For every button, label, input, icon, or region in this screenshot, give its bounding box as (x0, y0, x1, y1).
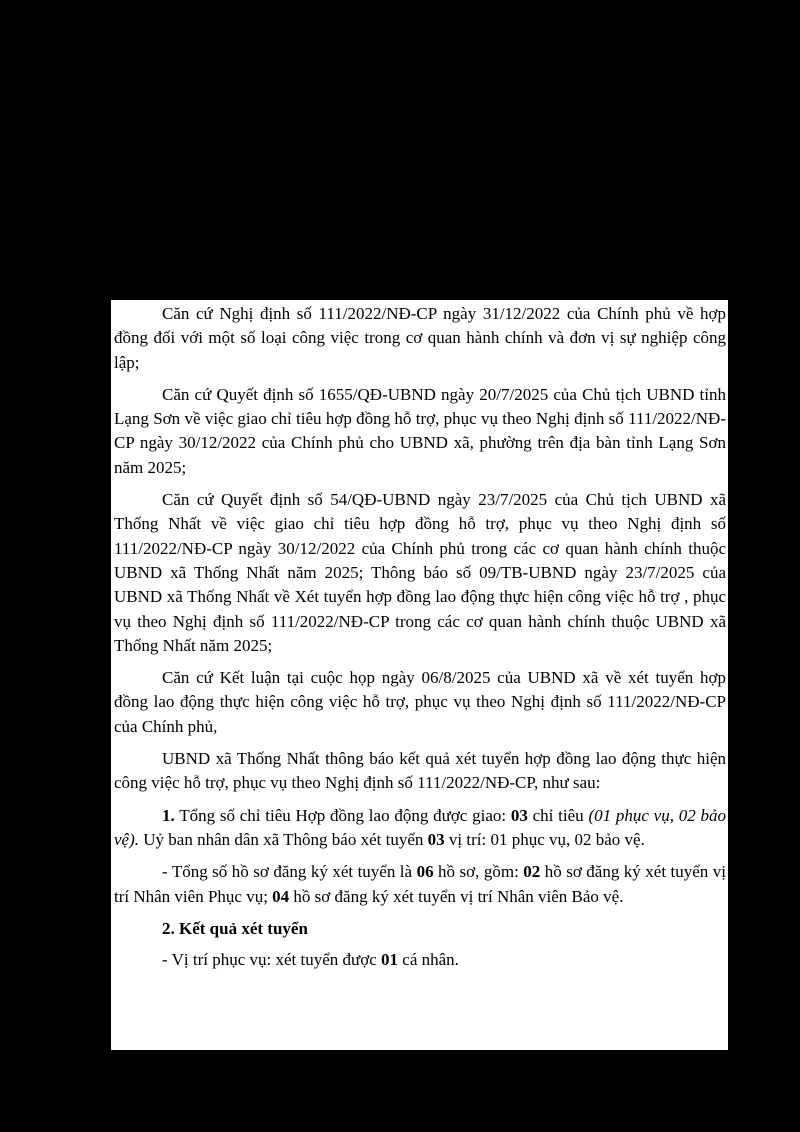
item-1-quota (114, 804, 726, 853)
item-1-detail-count-a: 06 (416, 862, 434, 882)
paragraph-legal-basis-4: Căn cứ Kết luận tại cuộc họp ngày 06/8/2025 của UBND xã về xét tuyển hợp đồng lao động thực hiện công việc hỗ trợ, phục vụ theo Nghị định số 111/2022/NĐ-CP của Chính phủ, (114, 668, 726, 736)
item-1-detail-count-c: 04 (272, 886, 290, 906)
item-1-detail-text-a: - Tổng số hồ sơ đăng ký xét tuyển là (162, 862, 417, 882)
paragraph-announcement: UBND xã Thống Nhất thông báo kết quả xét tuyển hợp đồng lao động thực hiện công việc hỗ trợ, phục vụ theo Nghị định số 111/2022/NĐ-CP, như sau: (114, 749, 726, 793)
item-1-detail-text-c: hồ sơ đăng ký xét tuyển vị trí Nhân viên Phục vụ; (114, 862, 726, 906)
item-1-count-a: 03 (510, 805, 528, 825)
item-1-text-b: chỉ tiêu (527, 805, 589, 825)
item-1-applications (114, 860, 726, 909)
paragraph-legal-basis-2: Căn cứ Quyết định số 1655/QĐ-UBND ngày 20/7/2025 của Chủ tịch UBND tỉnh Lạng Sơn về việc giao chỉ tiêu hợp đồng hỗ trợ, phục vụ theo Nghị định số 111/2022/NĐ-CP ngày 30/12/2022 của Chính phủ cho UBND xã, phường trên địa bàn tỉnh Lạng Sơn năm 2025; (114, 384, 726, 477)
item-1-text-a: Tổng số chỉ tiêu Hợp đồng lao động được giao: (174, 805, 511, 825)
item-1-text-d: vị trí: 01 phục vụ, 02 bảo vệ. (444, 829, 645, 849)
section-2-heading: 2. Kết quả xét tuyển (162, 918, 308, 938)
document-page (111, 300, 728, 1050)
item-2-count: 01 (381, 950, 399, 970)
item-1-detail-text-d: hồ sơ đăng ký xét tuyển vị trí Nhân viên Bảo vệ. (289, 886, 624, 906)
item-2-text-b: cá nhân. (398, 950, 459, 970)
item-2-service-position (114, 948, 726, 972)
paragraph-legal-basis-1: Căn cứ Nghị định số 111/2022/NĐ-CP ngày 31/12/2022 của Chính phủ về hợp đồng đối với một số loại công việc trong cơ quan hành chính và đơn vị sự nghiệp công lập; (114, 304, 726, 372)
item-1-detail-count-b: 02 (523, 862, 541, 882)
item-1-number: 1. (162, 805, 175, 825)
paragraph-legal-basis-3: Căn cứ Quyết định số 54/QĐ-UBND ngày 23/7/2025 của Chủ tịch UBND xã Thống Nhất về việc giao chỉ tiêu hợp đồng hỗ trợ, phục vụ theo Nghị định số 111/2022/NĐ-CP ngày 30/12/2022 của Chính phủ trong các cơ quan hành chính thuộc UBND xã Thống Nhất năm 2025; Thông báo số 09/TB-UBND ngày 23/7/2025 của UBND xã Thống Nhất về Xét tuyển hợp đồng lao động thực hiện công việc hỗ trợ , phục vụ theo Nghị định số 111/2022/NĐ-CP trong các cơ quan hành chính thuộc UBND xã Thống Nhất năm 2025; (114, 490, 726, 655)
item-1-detail-text-b: hồ sơ, gồm: (433, 862, 524, 882)
item-1-count-b: 03 (427, 829, 445, 849)
item-2-text-a: - Vị trí phục vụ: xét tuyển được (162, 950, 382, 970)
item-1-italic: (01 phục vụ, 02 bảo vệ). (114, 805, 726, 849)
item-1-text-c: Uỷ ban nhân dân xã Thông báo xét tuyển (139, 829, 428, 849)
